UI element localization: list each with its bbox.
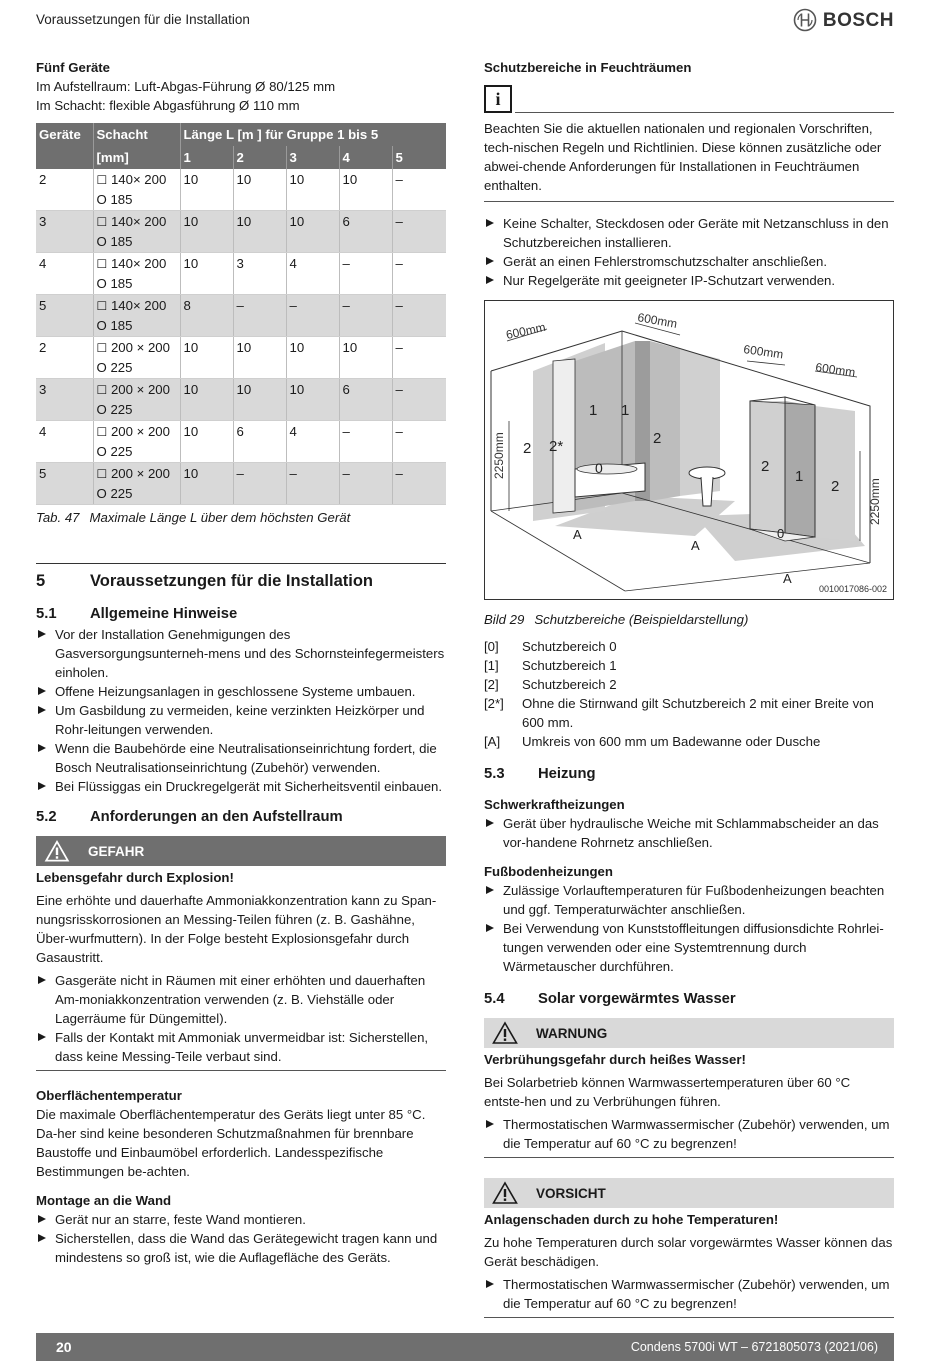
table-row: [36, 169, 446, 211]
section-5-number: 5: [36, 572, 46, 590]
circle-shaft-icon: O: [96, 192, 107, 207]
danger-text: Eine erhöhte und dauerhafte Ammoniakkonzentration kann zu Span-nungsrisskorrosionen an Messing-Teilen führen (z. B. Gashähne, Über-wurfmuttern). In der Folge besteht Explosionsgefahr durch Gasaustritt.: [36, 893, 437, 965]
figure-caption-text: Schutzbereiche (Beispieldarstellung): [534, 612, 749, 627]
cell-group-1: 8: [180, 295, 233, 337]
page-header: [36, 8, 894, 32]
caution-heading: Anlagenschaden durch zu hohe Temperaturen!: [484, 1212, 779, 1227]
shaft-circle-line: [97, 484, 177, 503]
cell-group-4: 6: [339, 379, 392, 421]
legend-key: [2]: [484, 677, 499, 692]
cell-shaft: [93, 253, 180, 295]
gravity-heading: Schwerkraftheizungen: [484, 797, 625, 812]
floor-heading: Fußbodenheizungen: [484, 864, 613, 879]
danger-end-rule: [36, 1070, 446, 1071]
header-group-1: 1: [180, 146, 233, 169]
table-caption: [36, 508, 446, 527]
circle-shaft-icon: O: [96, 402, 107, 417]
info-box: [484, 85, 894, 113]
wet-rooms-list: [484, 214, 894, 290]
info-end-rule: [484, 201, 894, 202]
cell-group-3: 4: [286, 421, 339, 463]
cell-group-2: 3: [233, 253, 286, 295]
danger-label: GEFAHR: [88, 843, 145, 859]
header-devices: Geräte: [36, 123, 93, 146]
dim-height-left: 2250mm: [492, 432, 506, 479]
list-item: Wenn die Baubehörde eine Neutralisationseinrichtung fordert, die Bosch Neutralisationseinrichtung (Zubehör) verwenden.: [36, 739, 446, 777]
circle-diameter: 225: [110, 444, 133, 459]
dim-left-600: 600mm: [504, 319, 547, 342]
zone-label-2-wall: 2: [653, 430, 662, 447]
shaft-circle-line: [97, 232, 177, 251]
zone-label-0-shower: 0: [777, 526, 785, 541]
header-group-4: 4: [339, 146, 392, 169]
shaft-square-line: [97, 170, 177, 190]
cell-group-4: 6: [339, 211, 392, 253]
cell-group-3: –: [286, 295, 339, 337]
table-row: [36, 253, 446, 295]
figure-caption-number: Bild 29: [484, 612, 525, 627]
table-row: [36, 337, 446, 379]
intro-line: Im Aufstellraum: Luft-Abgas-Führung Ø 80/125 mm: [36, 79, 336, 94]
circle-shaft-icon: O: [96, 276, 107, 291]
zone-label-2-star: 2*: [549, 438, 564, 455]
floor-list: [484, 881, 894, 976]
cell-group-4: –: [339, 253, 392, 295]
wall-heading: Montage an die Wand: [36, 1193, 172, 1208]
warning-triangle-icon: [36, 839, 78, 863]
shaft-circle-line: [97, 190, 177, 209]
zone-label-1-shower: 1: [795, 468, 804, 485]
circle-diameter: 225: [110, 402, 133, 417]
header-group-2: 2: [233, 146, 286, 169]
cell-group-2: 10: [233, 211, 286, 253]
figure-code: 0010017086-002: [819, 584, 888, 594]
legend-key: [2*]: [484, 696, 504, 711]
shaft-circle-line: [97, 442, 177, 461]
cell-group-2: –: [233, 295, 286, 337]
figure-legend: [484, 637, 894, 751]
shaft-circle-line: [97, 400, 177, 419]
warning-heading: Verbrühungsgefahr durch heißes Wasser!: [484, 1052, 746, 1067]
zone-label-1-a: 1: [589, 402, 598, 419]
shaft-circle-line: [97, 316, 177, 335]
cell-group-3: 10: [286, 379, 339, 421]
section-5-3-title: Heizung: [538, 766, 596, 782]
square-dimension: 140× 200: [110, 298, 167, 313]
list-item: Keine Schalter, Steckdosen oder Geräte mit Netzanschluss in den Schutzbereichen installieren.: [484, 214, 894, 252]
intro-heading: Fünf Geräte: [36, 60, 111, 75]
section-5-title: Voraussetzungen für die Installation: [90, 572, 373, 590]
section-5-2-title: Anforderungen an den Aufstellraum: [90, 809, 343, 825]
cell-shaft: [93, 421, 180, 463]
circle-shaft-icon: O: [96, 234, 107, 249]
legend-row: [484, 656, 894, 675]
cell-group-2: –: [233, 463, 286, 505]
length-table: [36, 123, 446, 505]
cell-group-1: 10: [180, 253, 233, 295]
header-length: Länge L [m ] für Gruppe 1 bis 5: [180, 123, 446, 146]
list-item: Bei Flüssiggas ein Druckregelgerät mit Sicherheitsventil einbauen.: [36, 777, 446, 796]
warning-label: WARNUNG: [536, 1025, 608, 1041]
square-shaft-icon: ☐: [96, 383, 108, 397]
running-title: Voraussetzungen für die Installation: [36, 12, 250, 27]
cell-devices: 2: [36, 169, 93, 211]
table-row: [36, 421, 446, 463]
circle-diameter: 225: [110, 486, 133, 501]
square-shaft-icon: ☐: [96, 425, 108, 439]
cell-group-1: 10: [180, 169, 233, 211]
table-body: [36, 169, 446, 505]
zone-label-2-shower-a: 2: [761, 458, 770, 475]
cell-group-5: –: [392, 253, 446, 295]
section-5-1-heading: [36, 603, 446, 625]
table-row: [36, 463, 446, 505]
cell-shaft: [93, 463, 180, 505]
circle-diameter: 185: [110, 192, 133, 207]
area-label-a-1: A: [573, 527, 582, 542]
section-5-3-heading: [484, 763, 894, 785]
dim-wall-600: 600mm: [636, 310, 679, 331]
cell-group-4: 10: [339, 169, 392, 211]
square-dimension: 200 × 200: [110, 424, 170, 439]
shaft-circle-line: [97, 274, 177, 293]
shaft-square-line: [97, 212, 177, 232]
circle-diameter: 185: [110, 276, 133, 291]
cell-group-4: –: [339, 463, 392, 505]
legend-row: [484, 694, 894, 732]
document-reference: Condens 5700i WT – 6721805073 (2021/06): [630, 1339, 878, 1354]
section-5-4-heading: [484, 988, 894, 1010]
legend-value: Schutzbereich 1: [522, 658, 617, 673]
square-dimension: 140× 200: [110, 256, 167, 271]
square-shaft-icon: ☐: [96, 341, 108, 355]
info-icon: i: [484, 85, 512, 113]
caution-end-rule: [484, 1317, 894, 1318]
caution-banner: [484, 1178, 894, 1208]
cell-devices: 4: [36, 253, 93, 295]
section-5-3-number: 5.3: [484, 766, 505, 782]
intro-line: Im Schacht: flexible Abgasführung Ø 110 mm: [36, 98, 300, 113]
zone-label-2-shower-b: 2: [831, 478, 840, 495]
cell-group-5: –: [392, 463, 446, 505]
cell-shaft: [93, 379, 180, 421]
square-dimension: 200 × 200: [110, 340, 170, 355]
header-group-5: 5: [392, 146, 446, 169]
caution-list: [484, 1275, 894, 1313]
list-item: Sicherstellen, dass die Wand das Gerätegewicht tragen kann und mindestens so groß ist, wie die Auflagefläche des Geräts.: [36, 1229, 446, 1267]
circle-shaft-icon: O: [96, 360, 107, 375]
cell-group-1: 10: [180, 211, 233, 253]
circle-shaft-icon: O: [96, 318, 107, 333]
cell-group-5: –: [392, 295, 446, 337]
list-item: Offene Heizungsanlagen in geschlossene Systeme umbauen.: [36, 682, 446, 701]
cell-devices: 3: [36, 379, 93, 421]
cell-group-5: –: [392, 379, 446, 421]
legend-value: Umkreis von 600 mm um Badewanne oder Dusche: [522, 734, 821, 749]
list-item: Gerät über hydraulische Weiche mit Schlammabscheider an das vor-handene Rohrnetz anschließen.: [484, 814, 894, 852]
table-caption-text: Maximale Länge L über dem höchsten Gerät: [89, 510, 351, 525]
header-group-3: 3: [286, 146, 339, 169]
surface-text: Die maximale Oberflächentemperatur des Geräts liegt unter 85 °C. Da-her sind keine besonderen Schutzmaßnahmen für brennbare Baustoffe und Einbaumöbel erforderlich. Landesspezifische Bestimmungen be-achten.: [36, 1107, 426, 1179]
zone-label-1-b: 1: [621, 402, 630, 419]
table-row: [36, 379, 446, 421]
cell-shaft: [93, 169, 180, 211]
cell-group-2: 10: [233, 169, 286, 211]
cell-group-3: 10: [286, 211, 339, 253]
intro-lines: [36, 77, 446, 115]
warning-banner: [484, 1018, 894, 1048]
info-rule: [515, 112, 894, 113]
shaft-circle-line: [97, 358, 177, 377]
gravity-list: [484, 814, 894, 852]
section-5-1-number: 5.1: [36, 606, 57, 622]
dim-height-right: 2250mm: [868, 478, 882, 525]
table-row: [36, 211, 446, 253]
bosch-armature-icon: [793, 8, 817, 32]
cell-group-5: –: [392, 337, 446, 379]
shaft-square-line: [97, 254, 177, 274]
section-5-1-title: Allgemeine Hinweise: [90, 606, 238, 622]
danger-heading: Lebensgefahr durch Explosion!: [36, 870, 234, 885]
warning-list: [484, 1115, 894, 1153]
cell-devices: 4: [36, 421, 93, 463]
page-number: 20: [56, 1338, 72, 1355]
cell-group-1: 10: [180, 337, 233, 379]
cell-group-1: 10: [180, 421, 233, 463]
section-5-2-heading: [36, 806, 446, 828]
shaft-square-line: [97, 296, 177, 316]
square-dimension: 200 × 200: [110, 382, 170, 397]
cell-group-5: –: [392, 169, 446, 211]
cell-shaft: [93, 337, 180, 379]
bosch-logo: [793, 8, 894, 32]
zone-label-2-left: 2: [523, 440, 532, 457]
legend-key: [0]: [484, 639, 499, 654]
cell-devices: 3: [36, 211, 93, 253]
warning-triangle-icon: [484, 1021, 526, 1045]
legend-key: [A]: [484, 734, 501, 749]
circle-diameter: 185: [110, 234, 133, 249]
area-label-a-2: A: [691, 538, 700, 553]
brand-name: BOSCH: [822, 9, 894, 31]
danger-list: [36, 971, 446, 1066]
list-item: Thermostatischen Warmwassermischer (Zubehör) verwenden, um die Temperatur auf 60 °C zu begrenzen!: [484, 1275, 894, 1313]
legend-row: [484, 675, 894, 694]
cell-group-4: –: [339, 421, 392, 463]
section-5-4-title: Solar vorgewärmtes Wasser: [538, 991, 736, 1007]
header-empty: [36, 146, 93, 169]
warning-end-rule: [484, 1157, 894, 1158]
legend-value: Schutzbereich 2: [522, 677, 617, 692]
zone-label-0-tub: 0: [595, 460, 603, 476]
table-caption-number: Tab. 47: [36, 510, 80, 525]
section-5-heading: [36, 563, 446, 591]
general-notes-list: [36, 625, 446, 796]
list-item: Vor der Installation Genehmigungen des Gasversorgungsunterneh-mens und des Schornsteinfegermeisters einholen.: [36, 625, 446, 682]
list-item: Zulässige Vorlauftemperaturen für Fußbodenheizungen beachten und ggf. Temperaturwächter anschließen.: [484, 881, 894, 919]
cell-group-1: 10: [180, 379, 233, 421]
square-dimension: 140× 200: [110, 172, 167, 187]
cell-group-2: 10: [233, 337, 286, 379]
warning-triangle-icon: [484, 1181, 526, 1205]
cell-group-5: –: [392, 421, 446, 463]
wet-rooms-heading: Schutzbereiche in Feuchträumen: [484, 60, 692, 75]
list-item: Falls der Kontakt mit Ammoniak unvermeidbar ist: Sicherstellen, dass keine Messing-Teile verbaut sind.: [36, 1028, 446, 1066]
cell-group-1: 10: [180, 463, 233, 505]
bathroom-diagram: [485, 301, 893, 599]
cell-group-2: 6: [233, 421, 286, 463]
caution-text: Zu hohe Temperaturen durch solar vorgewärmtes Wasser können das Gerät beschädigen.: [484, 1235, 893, 1269]
shaft-square-line: [97, 380, 177, 400]
square-shaft-icon: ☐: [96, 299, 108, 313]
circle-diameter: 185: [110, 318, 133, 333]
cell-group-5: –: [392, 211, 446, 253]
cell-group-3: –: [286, 463, 339, 505]
list-item: Nur Regelgeräte mit geeigneter IP-Schutzart verwenden.: [484, 271, 894, 290]
page-footer: [36, 1333, 894, 1361]
cell-devices: 5: [36, 295, 93, 337]
circle-shaft-icon: O: [96, 486, 107, 501]
left-column: [36, 58, 446, 1267]
list-item: Um Gasbildung zu vermeiden, keine verzinkten Heizkörper und Rohr-leitungen verwenden.: [36, 701, 446, 739]
caution-label: VORSICHT: [536, 1185, 606, 1201]
cell-group-3: 10: [286, 169, 339, 211]
cell-devices: 5: [36, 463, 93, 505]
cell-group-2: 10: [233, 379, 286, 421]
cell-group-4: –: [339, 295, 392, 337]
info-text: Beachten Sie die aktuellen nationalen und regionalen Vorschriften, tech-nischen Regeln und Richtlinien. Diese können zusätzliche oder abwei-chende Anforderungen für Installationen in Feuchträumen enthalten.: [484, 121, 882, 193]
shaft-square-line: [97, 422, 177, 442]
list-item: Bei Verwendung von Kunststoffleitungen diffusionsdichte Rohrlei-tungen verwenden oder eine Systemtrennung durch Wärmetauscher durchführen.: [484, 919, 894, 976]
shaft-square-line: [97, 338, 177, 358]
figure-caption: [484, 610, 894, 629]
shaft-square-line: [97, 464, 177, 484]
section-5-2-number: 5.2: [36, 809, 57, 825]
warning-text: Bei Solarbetrieb können Warmwassertemperaturen über 60 °C entste-hen und zu Verbrühungen führen.: [484, 1075, 851, 1109]
legend-value: Ohne die Stirnwand gilt Schutzbereich 2 mit einer Breite von 600 mm.: [522, 696, 874, 730]
square-shaft-icon: ☐: [96, 467, 108, 481]
dim-shower-600-a: 600mm: [742, 342, 785, 362]
cell-group-3: 10: [286, 337, 339, 379]
danger-banner: [36, 836, 446, 866]
cell-devices: 2: [36, 337, 93, 379]
cell-shaft: [93, 211, 180, 253]
surface-heading: Oberflächentemperatur: [36, 1088, 182, 1103]
header-shaft-unit: [mm]: [93, 146, 180, 169]
legend-row: [484, 732, 894, 751]
right-column: [484, 58, 894, 1318]
square-dimension: 200 × 200: [110, 466, 170, 481]
area-label-a-3: A: [783, 571, 792, 586]
square-shaft-icon: ☐: [96, 257, 108, 271]
legend-row: [484, 637, 894, 656]
list-item: Gerät nur an starre, feste Wand montieren.: [36, 1210, 446, 1229]
circle-shaft-icon: O: [96, 444, 107, 459]
section-5-4-number: 5.4: [484, 991, 505, 1007]
header-shaft: Schacht: [93, 123, 180, 146]
dim-shower-600-b: 600mm: [814, 360, 857, 380]
cell-shaft: [93, 295, 180, 337]
list-item: Gasgeräte nicht in Räumen mit einer erhöhten und dauerhaften Am-moniakkonzentration verwenden (z. B. Viehställe oder Lagerräume für Düngemittel).: [36, 971, 446, 1028]
wall-list: [36, 1210, 446, 1267]
table-row: [36, 295, 446, 337]
list-item: Gerät an einen Fehlerstromschutzschalter anschließen.: [484, 252, 894, 271]
square-shaft-icon: ☐: [96, 173, 108, 187]
legend-key: [1]: [484, 658, 499, 673]
square-dimension: 140× 200: [110, 214, 167, 229]
square-shaft-icon: ☐: [96, 215, 108, 229]
circle-diameter: 225: [110, 360, 133, 375]
legend-value: Schutzbereich 0: [522, 639, 617, 654]
cell-group-3: 4: [286, 253, 339, 295]
protection-zones-figure: [484, 300, 894, 600]
cell-group-4: 10: [339, 337, 392, 379]
list-item: Thermostatischen Warmwassermischer (Zubehör) verwenden, um die Temperatur auf 60 °C zu begrenzen!: [484, 1115, 894, 1153]
